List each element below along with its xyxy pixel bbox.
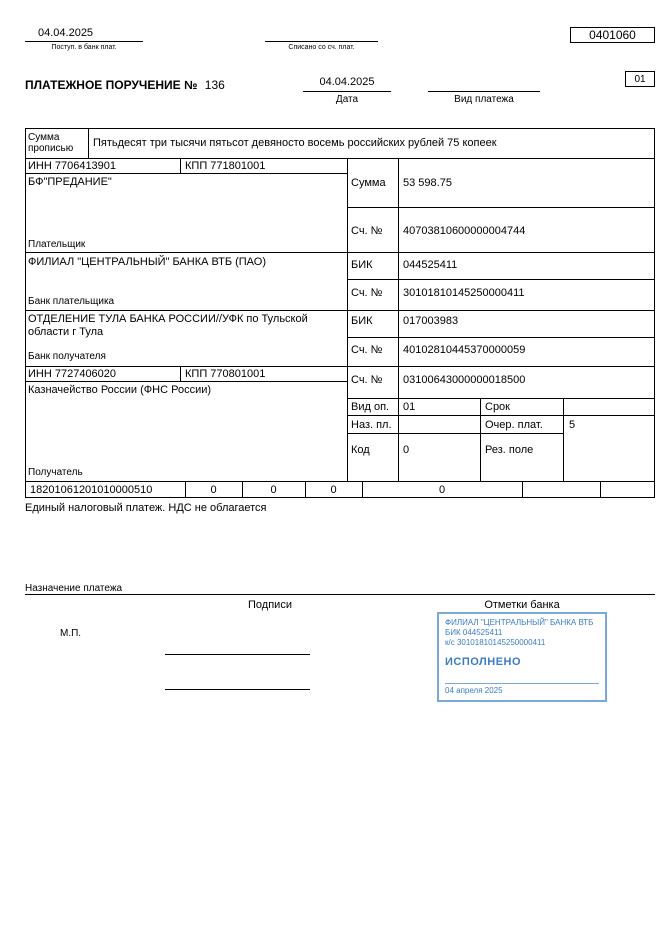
- payer-bank-label: Банк плательщика: [28, 296, 115, 307]
- divider: [563, 398, 564, 481]
- payer-account-label: Сч. №: [351, 225, 383, 237]
- amount-label: Сумма: [351, 177, 386, 189]
- divider: [428, 91, 540, 92]
- divider: [25, 252, 655, 253]
- divider: [25, 481, 655, 482]
- divider: [303, 91, 391, 92]
- received-date: 04.04.2025: [38, 27, 94, 39]
- receiver-bank-label: Банк получателя: [28, 351, 106, 362]
- divider: [25, 128, 655, 129]
- divider: [25, 594, 655, 595]
- reserve-field-label: Рез. поле: [485, 444, 534, 456]
- stamp-date: 04 апреля 2025: [445, 683, 599, 696]
- payer-inn: ИНН 7706413901: [28, 160, 117, 172]
- payment-purpose-label: Назначение платежа: [25, 583, 123, 594]
- divider: [654, 128, 655, 497]
- code-value: 0: [403, 444, 410, 456]
- bank-marks-label: Отметки банка: [484, 599, 560, 611]
- op-type-value: 01: [403, 401, 416, 413]
- payment-purpose-text: Единый налоговый платеж. НДС не облагается: [25, 502, 267, 514]
- priority-value: 5: [569, 419, 576, 431]
- stamp-bank-name: ФИЛИАЛ "ЦЕНТРАЛЬНЫЙ" БАНКА ВТБ: [445, 618, 594, 627]
- stamp-bik: БИК 044525411: [445, 628, 503, 637]
- divider: [25, 497, 655, 498]
- status-code: 01: [625, 71, 655, 87]
- amount-in-words: Пятьдесят три тысячи пятьсот девяносто восемь российских рублей 75 копеек: [93, 137, 497, 149]
- amount-in-words-label: Сумма прописью: [28, 132, 74, 154]
- divider: [347, 337, 655, 338]
- payer-bank-name: ФИЛИАЛ "ЦЕНТРАЛЬНЫЙ" БАНКА ВТБ (ПАО): [28, 256, 266, 268]
- divider: [600, 481, 601, 497]
- code-label: Код: [351, 444, 370, 456]
- divider: [25, 173, 347, 174]
- signature-line: [165, 654, 310, 655]
- payer-bank-account: 30101810145250000411: [403, 287, 525, 299]
- priority-label: Очер. плат.: [485, 419, 543, 431]
- form-code: 0401060: [570, 27, 655, 43]
- signatures-label: Подписи: [248, 599, 292, 611]
- doc-number: 136: [204, 78, 225, 92]
- divider: [347, 158, 348, 481]
- signature-line: [165, 689, 310, 690]
- payment-type-label: Вид платежа: [454, 94, 514, 105]
- doc-title: ПЛАТЕЖНОЕ ПОРУЧЕНИЕ №: [25, 78, 198, 92]
- receiver-inn: ИНН 7727406020: [28, 368, 117, 380]
- number-field: 0: [438, 484, 446, 496]
- receiver-bank-bik: 017003983: [403, 315, 459, 327]
- doc-date: 04.04.2025: [319, 76, 375, 88]
- term-label: Срок: [485, 401, 510, 413]
- payer-bank-account-label: Сч. №: [351, 287, 383, 299]
- receiver-bank-name: ОТДЕЛЕНИЕ ТУЛА БАНКА РОССИИ//УФК по Тульской области г Тула: [28, 313, 308, 338]
- debited-label: Списано со сч. плат.: [288, 44, 355, 51]
- payer-name: БФ"ПРЕДАНИЕ": [28, 176, 112, 188]
- kbk-field: 18201061201010000510: [30, 484, 153, 496]
- payer-account: 40703810600000004744: [403, 225, 526, 237]
- stamp-place-label: М.П.: [60, 628, 82, 639]
- divider: [398, 158, 399, 481]
- bank-stamp: [437, 612, 607, 702]
- receiver-bank-account: 40102810445370000059: [403, 344, 526, 356]
- receiver-account: 03100643000000018500: [403, 374, 526, 386]
- divider: [180, 366, 181, 381]
- receiver-name: Казначейство России (ФНС России): [28, 384, 212, 396]
- receiver-bank-bik-label: БИК: [351, 315, 373, 327]
- divider: [480, 398, 481, 481]
- divider: [347, 279, 655, 280]
- amount-value: 53 598.75: [403, 177, 452, 189]
- divider: [25, 128, 26, 497]
- payer-bank-bik-label: БИК: [351, 259, 373, 271]
- divider: [522, 481, 523, 497]
- divider: [25, 381, 347, 382]
- divider: [25, 310, 655, 311]
- receiver-bank-account-label: Сч. №: [351, 344, 383, 356]
- basis-field: 0: [270, 484, 277, 496]
- date-label: Дата: [335, 94, 359, 105]
- payer-kpp: КПП 771801001: [185, 160, 266, 172]
- divider: [25, 366, 655, 367]
- received-in-bank-label: Поступ. в банк плат.: [51, 44, 117, 51]
- divider: [347, 398, 655, 399]
- divider: [25, 41, 143, 42]
- purpose-code-label: Наз. пл.: [351, 419, 392, 431]
- receiver-kpp: КПП 770801001: [185, 368, 266, 380]
- divider: [180, 158, 181, 173]
- stamp-corr-account: к/с 30101810145250000411: [445, 638, 546, 647]
- oktmo-field: 0: [210, 484, 217, 496]
- receiver-account-label: Сч. №: [351, 374, 383, 386]
- payer-bank-bik: 044525411: [403, 259, 458, 271]
- divider: [25, 158, 655, 159]
- period-field: 0: [330, 484, 337, 496]
- divider: [88, 128, 89, 158]
- op-type-label: Вид оп.: [351, 401, 390, 413]
- payer-label: Плательщик: [28, 239, 86, 250]
- stamp-status: ИСПОЛНЕНО: [445, 656, 522, 668]
- divider: [347, 433, 563, 434]
- receiver-label: Получатель: [28, 467, 83, 478]
- divider: [347, 207, 655, 208]
- divider: [265, 41, 378, 42]
- divider: [347, 415, 655, 416]
